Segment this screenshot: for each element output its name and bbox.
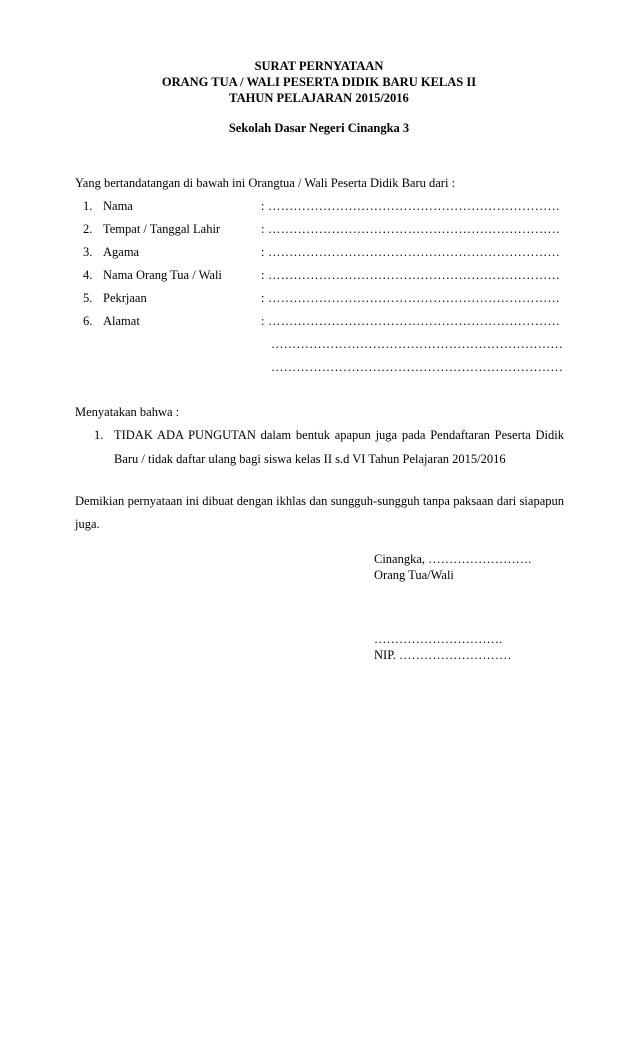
statement-item-line1: TIDAK ADA PUNGUTAN dalam bentuk apapun juga pada Pendaftaran Peserta Didik (114, 428, 564, 442)
field-number: 5. (83, 291, 93, 305)
field-value-blank: : …………………………………………………………… (261, 222, 561, 236)
field-value-blank: : …………………………………………………………… (261, 199, 561, 213)
signature-name-blank: …………………………. (374, 632, 503, 646)
doc-title: SURAT PERNYATAAN (254, 59, 384, 73)
field-number: 3. (83, 245, 93, 259)
address-continuation-blank: …………………………………………………………… (271, 337, 564, 351)
signature-place-date: Cinangka, ……………………. (374, 552, 532, 566)
doc-subtitle: ORANG TUA / WALI PESERTA DIDIK BARU KELAS II (161, 75, 477, 89)
signature-nip: NIP. ……………………… (374, 648, 512, 662)
statement-item-line2: Baru / tidak daftar ulang bagi siswa kelas II s.d VI Tahun Pelajaran 2015/2016 (114, 452, 506, 466)
closing-line1: Demikian pernyataan ini dibuat dengan ikhlas dan sungguh-sungguh tanpa paksaan dari siapapun (75, 494, 564, 508)
closing-line2: juga. (75, 517, 100, 531)
signature-role: Orang Tua/Wali (374, 568, 454, 582)
field-value-blank: : …………………………………………………………… (261, 314, 561, 328)
field-value-blank: : …………………………………………………………… (261, 291, 561, 305)
field-value-blank: : …………………………………………………………… (261, 245, 561, 259)
field-label: Alamat (103, 314, 140, 328)
school-name: Sekolah Dasar Negeri Cinangka 3 (228, 121, 410, 135)
doc-academic-year: TAHUN PELAJARAN 2015/2016 (229, 91, 409, 105)
intro-text: Yang bertandatangan di bawah ini Orangtua / Wali Peserta Didik Baru dari : (75, 176, 456, 190)
field-label: Tempat / Tanggal Lahir (103, 222, 221, 236)
statement-item-number: 1. (94, 428, 104, 442)
field-number: 4. (83, 268, 93, 282)
field-number: 6. (83, 314, 93, 328)
address-continuation-blank: …………………………………………………………… (271, 360, 564, 374)
field-label: Pekrjaan (103, 291, 147, 305)
field-label: Nama Orang Tua / Wali (103, 268, 222, 282)
field-value-blank: : …………………………………………………………… (261, 268, 561, 282)
field-label: Agama (103, 245, 140, 259)
field-number: 2. (83, 222, 93, 236)
statement-lead: Menyatakan bahwa : (75, 405, 180, 419)
field-label: Nama (103, 199, 133, 213)
field-number: 1. (83, 199, 93, 213)
